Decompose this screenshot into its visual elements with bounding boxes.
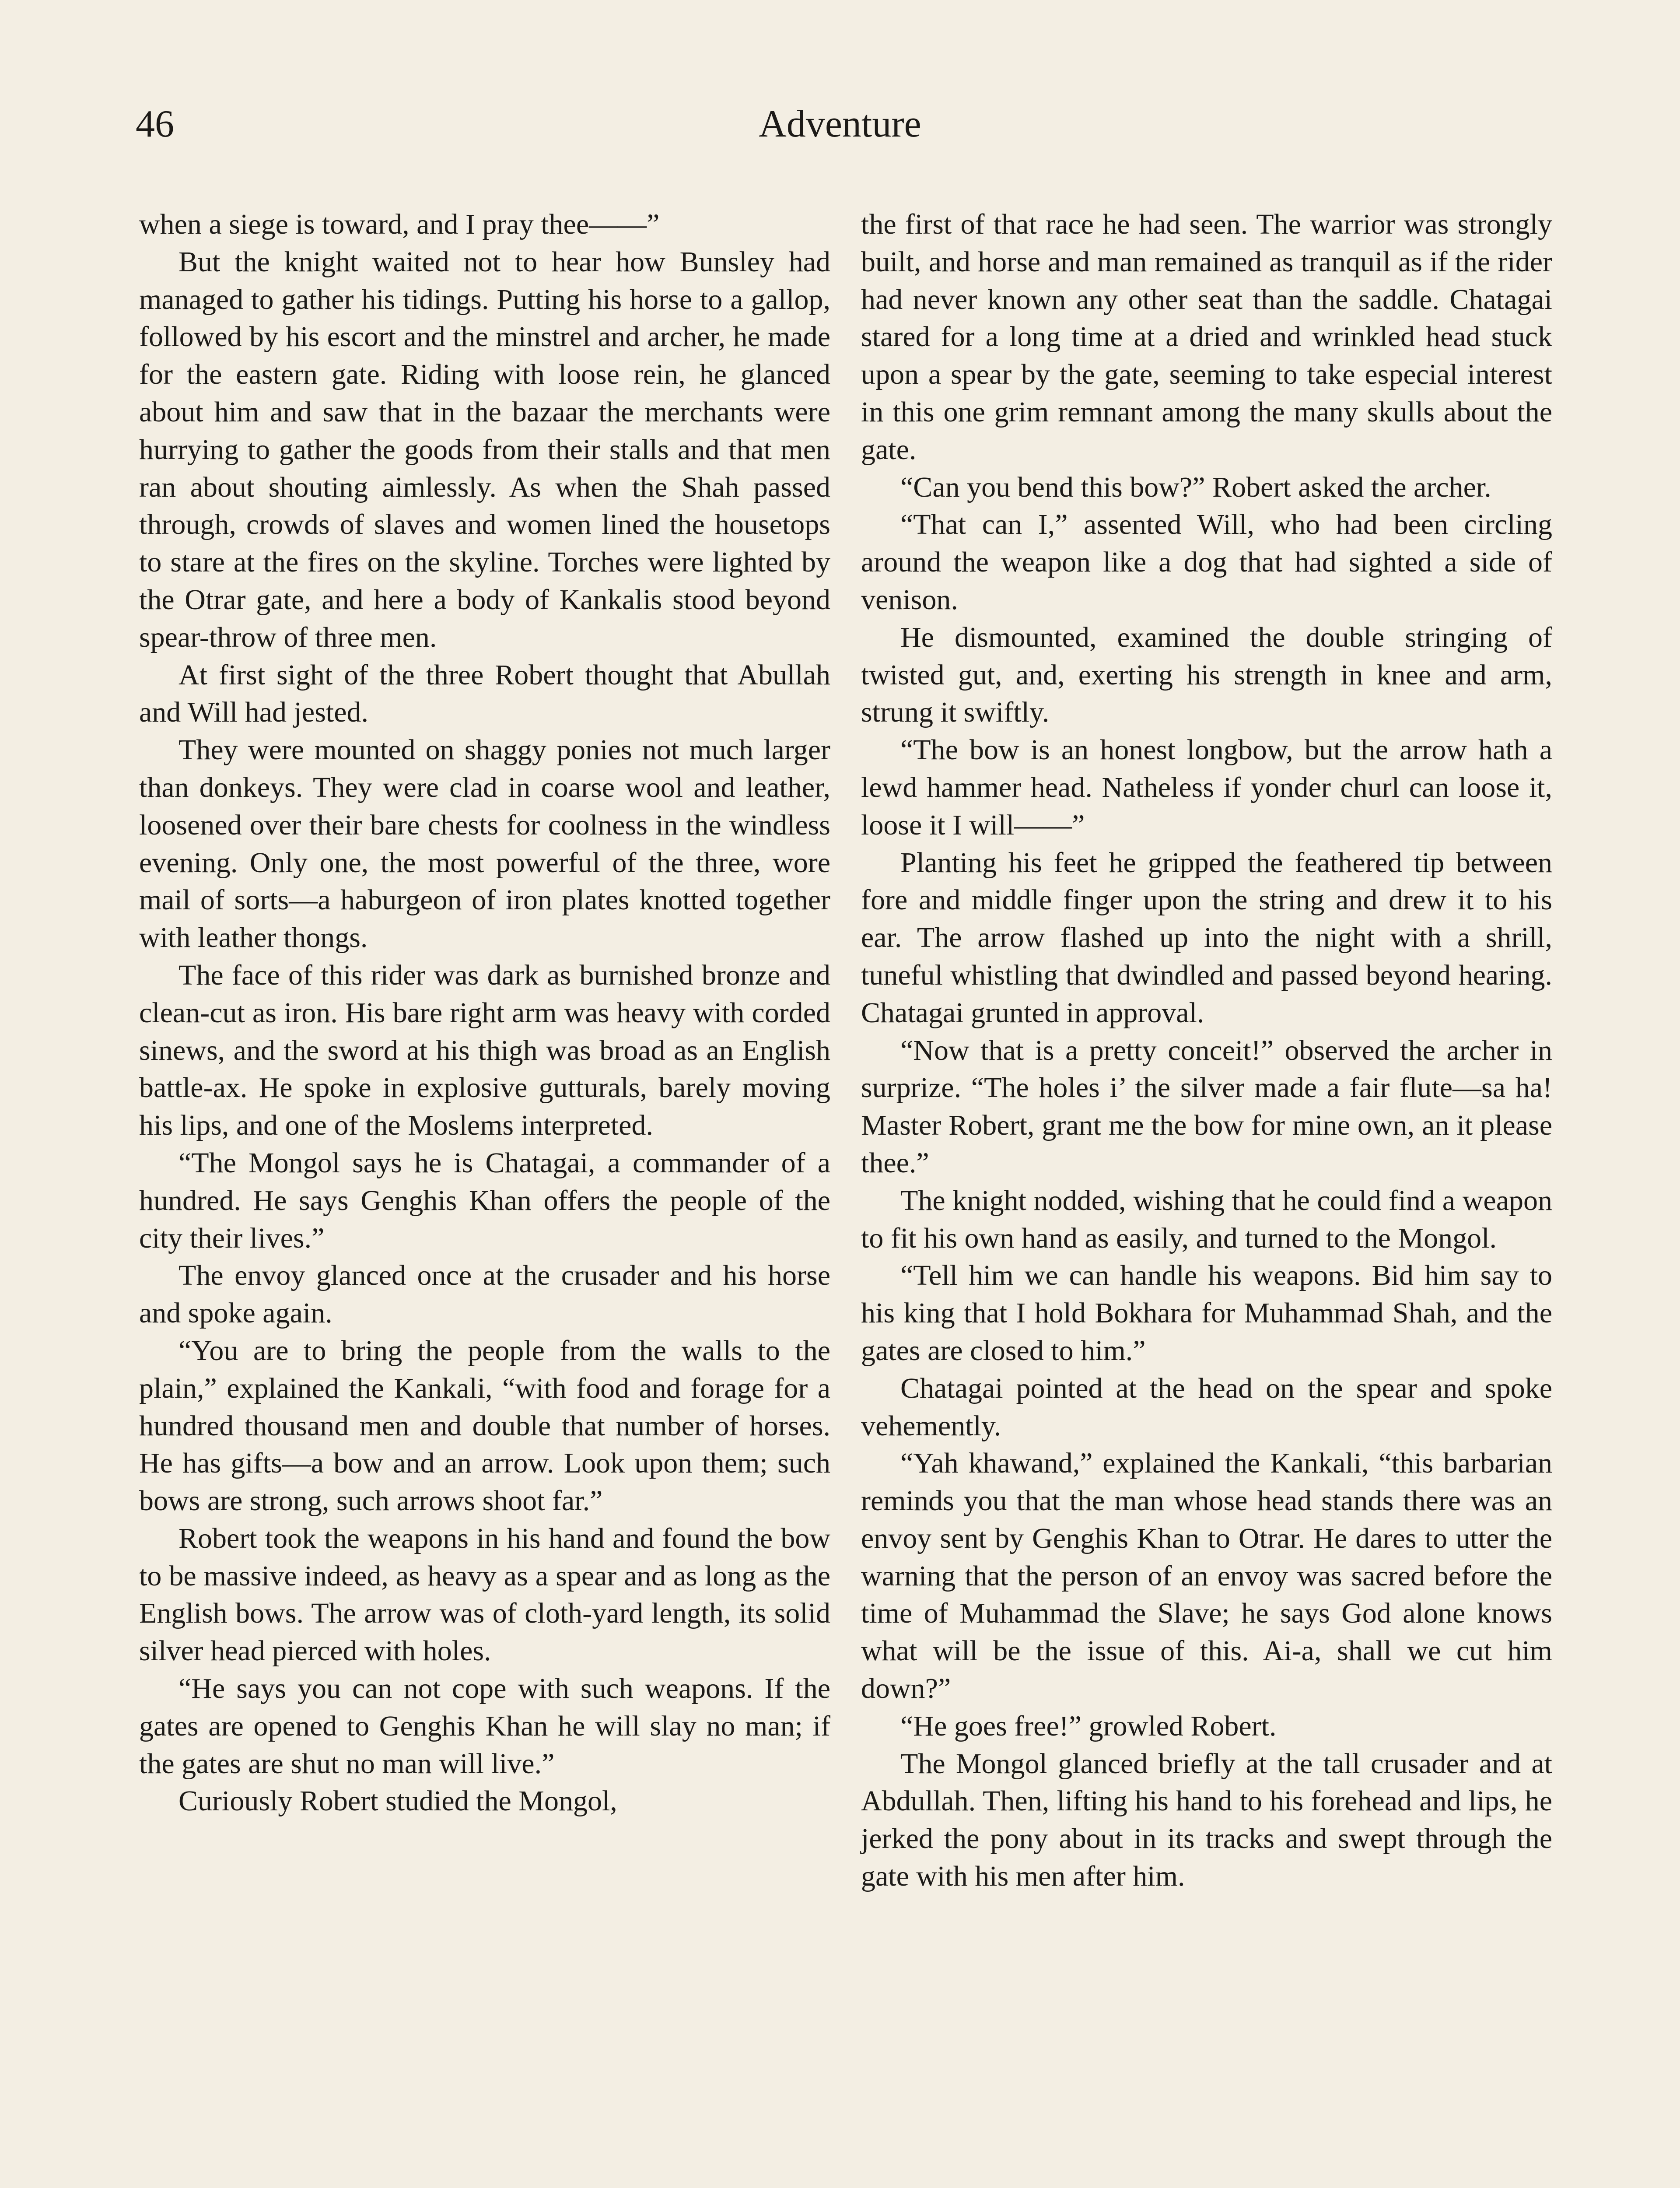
paragraph: At first sight of the three Robert thought that Abullah and Will had jested. xyxy=(139,659,830,729)
text-column-left xyxy=(139,206,830,1820)
paragraph: “Tell him we can handle his weapons. Bid him say to his king that I hold Bokhara for Muhammad Shah, and the gates are closed to him.” xyxy=(861,1259,1552,1367)
paragraph: The knight nodded, wishing that he could find a weapon to fit his own hand as easily, and turned to the Mongol. xyxy=(861,1184,1552,1254)
paragraph: But the knight waited not to hear how Bunsley had managed to gather his tidings. Putting his horse to a gallop, followed by his escort and the minstrel and archer, he made for the eastern gate. Riding with loose rein, he glanced about him and saw that in the bazaar the merchants were hurrying to gather the goods from their stalls and that men ran about shouting aimlessly. As when the Shah passed through, crowds of slaves and women lined the housetops to stare at the fires on the skyline. Torches were lighted by the Otrar gate, and here a body of Kankalis stood beyond spear-throw of three men. xyxy=(139,245,830,653)
page-number: 46 xyxy=(136,103,174,145)
paragraph: “He says you can not cope with such weapons. If the gates are opened to Genghis Khan he will slay no man; if the gates are shut no man will live.” xyxy=(139,1673,830,1780)
paragraph: “Now that is a pretty conceit!” observed the archer in surprize. “The holes i’ the silver made a fair flute—sa ha! Master Robert, grant me the bow for mine own, an it please thee.” xyxy=(861,1034,1552,1179)
paragraph: “You are to bring the people from the walls to the plain,” explained the Kankali, “with food and forage for a hundred thousand men and double that number of horses. He has gifts—a bow and an arrow. Look upon them; such bows are strong, such arrows shoot far.” xyxy=(139,1334,830,1517)
paragraph: Curiously Robert studied the Mongol, xyxy=(178,1785,617,1817)
running-title: Adventure xyxy=(759,103,921,145)
paragraph: The envoy glanced once at the crusader and his horse and spoke again. xyxy=(139,1259,830,1329)
paragraph: “Can you bend this bow?” Robert asked the archer. xyxy=(900,471,1491,503)
paragraph: when a siege is toward, and I pray thee——” xyxy=(139,208,660,240)
paragraph: the first of that race he had seen. The warrior was strongly built, and horse and man remained as tranquil as if the rider had never known any other seat than the saddle. Chatagai stared for a long time at a dried and wrinkled head stuck upon a spear by the gate, seeming to take especial interest in this one grim remnant among the many skulls about the gate. xyxy=(861,208,1552,466)
paragraph: He dismounted, examined the double stringing of twisted gut, and, exerting his strength in knee and arm, strung it swiftly. xyxy=(861,621,1552,729)
paragraph: “Yah khawand,” explained the Kankali, “this barbarian reminds you that the man whose head stands there was an envoy sent by Genghis Khan to Otrar. He dares to utter the warning that the person of an envoy was sacred before the time of Muhammad the Slave; he says God alone knows what will be the issue of this. Ai-a, shall we cut him down?” xyxy=(861,1447,1552,1705)
paragraph: Chatagai pointed at the head on the spear and spoke vehemently. xyxy=(861,1372,1552,1442)
paragraph: Robert took the weapons in his hand and found the bow to be massive indeed, as heavy as a spear and as long as the English bows. The arrow was of cloth-yard length, its solid silver head pierced with holes. xyxy=(139,1522,830,1667)
text-column-right xyxy=(861,206,1552,1895)
paragraph: “The bow is an honest longbow, but the arrow hath a lewd hammer head. Natheless if yonder churl can loose it, loose it I will——” xyxy=(861,734,1552,841)
paragraph: They were mounted on shaggy ponies not much larger than donkeys. They were clad in coarse wool and leather, loosened over their bare chests for coolness in the windless evening. Only one, the most powerful of the three, wore mail of sorts—a haburgeon of iron plates knotted together with leather thongs. xyxy=(139,734,830,954)
paragraph: The Mongol glanced briefly at the tall crusader and at Abdullah. Then, lifting his hand to his forehead and lips, he jerked the pony about in its tracks and swept through the gate with his men after him. xyxy=(861,1747,1552,1893)
paragraph: Planting his feet he gripped the feathered tip between fore and middle finger upon the string and drew it to his ear. The arrow flashed up into the night with a shrill, tuneful whistling that dwindled and passed beyond hearing. Chatagai grunted in approval. xyxy=(861,846,1552,1029)
paragraph: “The Mongol says he is Chatagai, a commander of a hundred. He says Genghis Khan offers the people of the city their lives.” xyxy=(139,1147,830,1254)
paragraph: “He goes free!” growled Robert. xyxy=(900,1710,1277,1742)
paragraph: “That can I,” assented Will, who had been circling around the weapon like a dog that had sighted a side of venison. xyxy=(861,508,1552,616)
paragraph: The face of this rider was dark as burnished bronze and clean-cut as iron. His bare right arm was heavy with corded sinews, and the sword at his thigh was broad as an English battle-ax. He spoke in explosive gutturals, barely moving his lips, and one of the Moslems interpreted. xyxy=(139,959,830,1142)
